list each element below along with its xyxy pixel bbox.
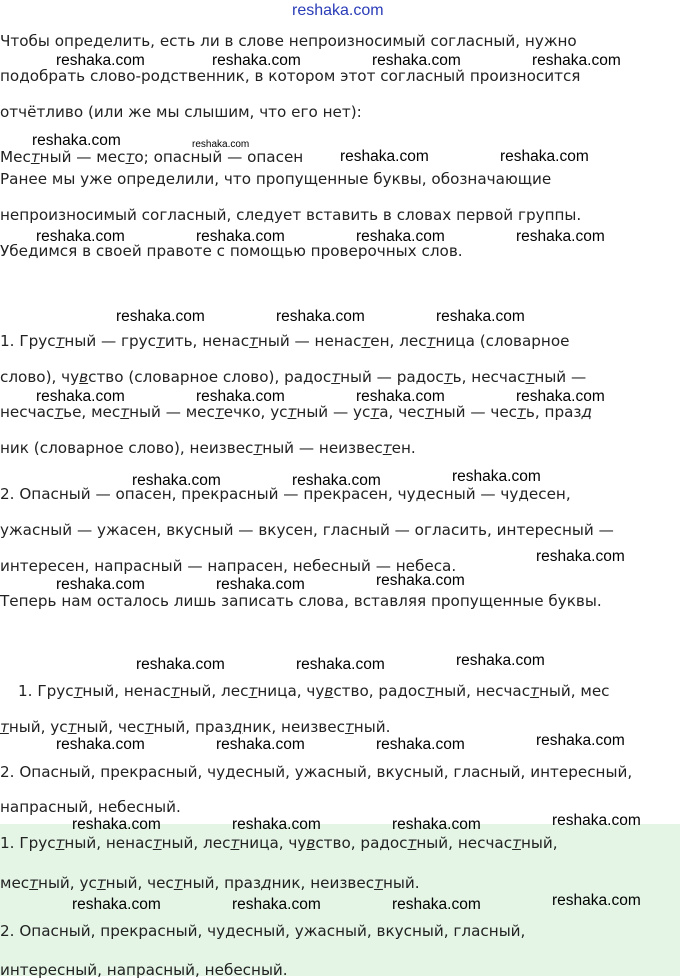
inserted-letter: т xyxy=(382,439,392,457)
inserted-letter: в xyxy=(306,834,316,852)
watermark: reshaka.com xyxy=(536,548,625,565)
watermark: reshaka.com xyxy=(216,576,305,593)
inserted-letter: т xyxy=(426,332,436,350)
watermark: reshaka.com xyxy=(292,472,381,489)
watermark: reshaka.com xyxy=(72,896,161,913)
watermark: reshaka.com xyxy=(276,308,365,325)
check1-line-2: слово), чувство (словарное слово), радостный — радость, несчастный — xyxy=(0,368,587,386)
inserted-letter: т xyxy=(125,148,135,166)
write2-line-2: напрасный, небесный. xyxy=(0,798,181,816)
watermark: reshaka.com xyxy=(56,736,145,753)
inserted-letter: т xyxy=(361,332,371,350)
watermark: reshaka.com xyxy=(212,52,301,69)
watermark: reshaka.com xyxy=(56,52,145,69)
inserted-letter: д xyxy=(581,403,592,421)
inserted-letter: т xyxy=(512,834,521,852)
inserted-letter: т xyxy=(443,368,453,386)
inserted-letter: т xyxy=(248,682,258,700)
watermark: reshaka.com xyxy=(516,388,605,405)
intro-line-5: Ранее мы уже определили, что пропущенные буквы, обозначающие xyxy=(0,170,552,188)
watermark: reshaka.com xyxy=(376,572,465,589)
inserted-letter: т xyxy=(344,718,354,736)
watermark: reshaka.com xyxy=(456,652,545,669)
watermark: reshaka.com xyxy=(536,732,625,749)
intro-line-1: Чтобы определить, есть ли в слове непроизносимый согласный, нужно xyxy=(0,32,577,50)
watermark-small: reshaka.com xyxy=(192,139,250,150)
watermark: reshaka.com xyxy=(36,228,125,245)
inserted-letter: д xyxy=(261,874,272,892)
inserted-letter: в xyxy=(79,368,89,386)
watermark: reshaka.com xyxy=(500,148,589,165)
check2-line-2: ужасный — ужасен, вкусный — вкусен, гласный — огласить, интересный — xyxy=(0,521,614,539)
watermark: reshaka.com xyxy=(132,472,221,489)
inserted-letter: т xyxy=(120,403,130,421)
watermark: reshaka.com xyxy=(340,148,429,165)
inserted-letter: т xyxy=(156,332,165,350)
inserted-letter: т xyxy=(517,403,526,421)
inserted-letter: т xyxy=(73,682,83,700)
inserted-letter: т xyxy=(30,148,40,166)
inserted-letter: т xyxy=(55,332,65,350)
check1-line-1: 1. Грустный — грустить, ненастный — ненастен, лестница (словарное xyxy=(0,332,570,350)
watermark: reshaka.com xyxy=(296,656,385,673)
intro-line-6: непроизносимый согласный, следует вставить в словах первой группы. xyxy=(0,206,582,224)
inserted-letter: в xyxy=(324,682,334,700)
intro-line-7: Убедимся в своей правоте с помощью проверочных слов. xyxy=(0,242,463,260)
write1-line-2: тный, устный, честный, праздник, неизвестный. xyxy=(0,718,391,736)
intro-example: Местный — место; опасный — опасен xyxy=(0,148,304,166)
inserted-letter: т xyxy=(525,368,535,386)
watermark: reshaka.com xyxy=(392,896,481,913)
watermark: reshaka.com xyxy=(196,228,285,245)
answer1-line-2: местный, устный, честный, праздник, неизвестный. xyxy=(0,874,420,892)
answer1-line-1: 1. Грустный, ненастный, лестница, чувство, радостный, несчастный, xyxy=(0,834,558,852)
watermark: reshaka.com xyxy=(36,388,125,405)
watermark: reshaka.com xyxy=(116,308,205,325)
check2-line-3: интересен, напрасный — напрасен, небесный — небеса. xyxy=(0,557,457,575)
inserted-letter: т xyxy=(530,682,539,700)
inserted-letter: т xyxy=(144,718,154,736)
watermark: reshaka.com xyxy=(552,892,641,909)
answer2-line-2: интересный, напрасный, небесный. xyxy=(0,961,288,979)
inserted-letter: т xyxy=(29,874,39,892)
watermark-top: reshaka.com xyxy=(292,2,384,19)
watermark: reshaka.com xyxy=(56,576,145,593)
inserted-letter: т xyxy=(287,403,297,421)
inserted-letter: т xyxy=(152,834,162,852)
inserted-letter: т xyxy=(370,403,380,421)
intro-line-2: подобрать слово-родственник, в котором этот согласный произносится xyxy=(0,67,581,85)
inserted-letter: т xyxy=(0,718,9,736)
inserted-letter: т xyxy=(249,332,258,350)
inserted-letter: т xyxy=(331,368,341,386)
inserted-letter: т xyxy=(253,439,263,457)
watermark: reshaka.com xyxy=(72,816,161,833)
watermark: reshaka.com xyxy=(372,52,461,69)
watermark: reshaka.com xyxy=(532,52,621,69)
inserted-letter: т xyxy=(374,874,383,892)
watermark: reshaka.com xyxy=(196,388,285,405)
transition-line: Теперь нам осталось лишь записать слова, вставляя пропущенные буквы. xyxy=(0,592,602,610)
watermark: reshaka.com xyxy=(356,228,445,245)
watermark: reshaka.com xyxy=(32,132,121,149)
inserted-letter: т xyxy=(407,834,417,852)
watermark: reshaka.com xyxy=(356,388,445,405)
write1-line-1: 1. Грустный, ненастный, лестница, чувство, радостный, несчастный, мес xyxy=(18,682,610,700)
intro-line-3: отчётливо (или же мы слышим, что его нет): xyxy=(0,103,362,121)
check2-line-1: 2. Опасный — опасен, прекрасный — прекрасен, чудесный — чудесен, xyxy=(0,485,571,503)
inserted-letter: т xyxy=(67,718,77,736)
inserted-letter: т xyxy=(214,403,224,421)
answer2-line-1: 2. Опасный, прекрасный, чудесный, ужасный, вкусный, гласный, xyxy=(0,922,526,940)
watermark: reshaka.com xyxy=(232,896,321,913)
watermark: reshaka.com xyxy=(216,736,305,753)
inserted-letter: т xyxy=(170,682,180,700)
check1-line-3: несчастье, местный — местечко, устный — уста, честный — честь, празд xyxy=(0,403,592,421)
watermark: reshaka.com xyxy=(516,228,605,245)
inserted-letter: т xyxy=(425,682,435,700)
inserted-letter: д xyxy=(231,718,243,736)
inserted-letter: т xyxy=(173,874,183,892)
inserted-letter: т xyxy=(55,834,65,852)
watermark: reshaka.com xyxy=(436,308,525,325)
inserted-letter: т xyxy=(96,874,106,892)
check1-line-4: ник (словарное слово), неизвестный — неизвестен. xyxy=(0,439,416,457)
watermark: reshaka.com xyxy=(232,816,321,833)
watermark: reshaka.com xyxy=(376,736,465,753)
watermark: reshaka.com xyxy=(552,812,641,829)
watermark: reshaka.com xyxy=(452,468,541,485)
watermark: reshaka.com xyxy=(136,656,225,673)
inserted-letter: т xyxy=(424,403,434,421)
inserted-letter: т xyxy=(230,834,240,852)
inserted-letter: т xyxy=(54,403,64,421)
write2-line-1: 2. Опасный, прекрасный, чудесный, ужасный, вкусный, гласный, интересный, xyxy=(0,763,633,781)
watermark: reshaka.com xyxy=(392,816,481,833)
